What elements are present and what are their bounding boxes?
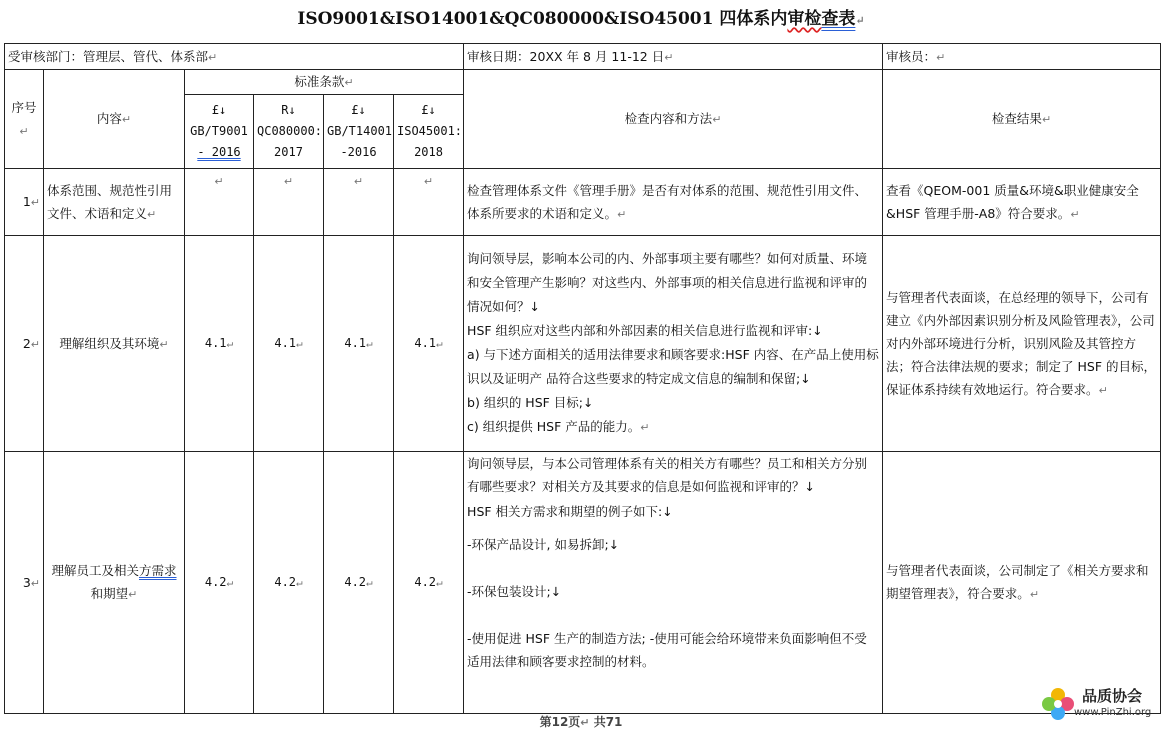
std-gbt9001-header: £↓ GB/T9001 - 2016	[185, 95, 254, 169]
method-cell: 询问领导层，与本公司管理体系有关的相关方有哪些？员工和相关方分别有哪些要求？对相关方及其要求的信息是如何监视和评审的？↓ HSF 相关方需求和期望的例子如下:↓ -环保产品设计, 如易拆卸;↓ -环保包装设计;↓ -使用促进 HSF 生产的制造方法; -使用可能会给环境带来负面影响但不受适用法律和顾客要求控制的材料。	[464, 452, 883, 714]
clause-cell: 4.2↵	[254, 452, 324, 714]
audit-checklist-table	[4, 43, 1161, 714]
audited-dept-cell: 受审核部门：管理层、管代、体系部↵	[5, 44, 464, 70]
std-qc080000-header: R↓ QC080000: 2017	[254, 95, 324, 169]
standards-group-header: 标准条款↵	[185, 70, 464, 95]
method-header: 检查内容和方法↵	[464, 70, 883, 169]
clause-cell: 4.2↵	[185, 452, 254, 714]
table-row	[5, 452, 1161, 714]
flower-logo-icon	[1038, 685, 1078, 723]
clause-cell: ↵	[254, 169, 324, 236]
result-cell: 与管理者代表面谈，公司制定了《相关方要求和期望管理表》，符合要求。↵	[883, 452, 1161, 714]
logo-name: 品质协会	[1082, 687, 1143, 705]
std-iso45001-header: £↓ ISO45001: 2018	[394, 95, 464, 169]
page-title: ISO9001&ISO14001&QC080000&ISO45001 四体系内审检查表↵	[297, 9, 865, 29]
result-cell: 查看《QEOM-001 质量&环境&职业健康安全&HSF 管理手册-A8》符合要求。↵	[883, 169, 1161, 236]
title-part2: 审检	[787, 9, 822, 29]
method-cell: 询问领导层，影响本公司的内、外部事项主要有哪些？如何对质量、环境和安全管理产生影响？对这些内、外部事项的相关信息进行监视和评审的情况如何？↓ HSF 组织应对这些内部和外部因素的相关信息进行监视和评审:↓ a) 与下述方面相关的适用法律要求和顾客要求:HSF 内容、在产品上使用标识以及证明产 品符合这些要求的特定成文信息的编制和保留;↓ b) 组织的 HSF 目标;↓ c) 组织提供 HSF 产品的能力。↵	[464, 236, 883, 452]
clause-cell: ↵	[185, 169, 254, 236]
page-number: 第12页	[539, 715, 581, 729]
row-seq: 2↵	[5, 236, 44, 452]
auditor-cell: 审核员：↵	[883, 44, 1161, 70]
title-part1: ISO9001&ISO14001&QC080000&ISO45001 四体系内	[297, 9, 788, 29]
title-part3: 查表	[821, 9, 856, 29]
clause-cell: 4.1↵	[394, 236, 464, 452]
table-row	[5, 236, 1161, 452]
site-logo	[1038, 685, 1158, 725]
row-content: 理解组织及其环境↵	[44, 236, 185, 452]
content-header: 内容↵	[44, 70, 185, 169]
result-cell: 与管理者代表面谈，在总经理的领导下，公司有建立《内外部因素识别分析及风险管理表》，公司对内外部环境进行分析，识别风险及其管控方法；符合法律法规的要求；制定了 HSF 的目标，保证体系持续有效地运行。符合要求。↵	[883, 236, 1161, 452]
clause-cell: ↵	[324, 169, 394, 236]
logo-url: www.PinZhi.org	[1074, 707, 1152, 718]
audit-date-cell: 审核日期：20XX 年 8 月 11-12 日↵	[464, 44, 883, 70]
clause-cell: ↵	[394, 169, 464, 236]
result-header: 检查结果↵	[883, 70, 1161, 169]
clause-cell: 4.1↵	[254, 236, 324, 452]
row-seq: 1↵	[5, 169, 44, 236]
table-row	[5, 169, 1161, 236]
clause-cell: 4.1↵	[185, 236, 254, 452]
seq-header: 序号↵	[5, 70, 44, 169]
row-content: 理解员工及相关方需求和期望↵	[44, 452, 185, 714]
clause-cell: 4.1↵	[324, 236, 394, 452]
row-seq: 3↵	[5, 452, 44, 714]
clause-cell: 4.2↵	[324, 452, 394, 714]
row-content: 体系范围、规范性引用文件、术语和定义↵	[44, 169, 185, 236]
page-total: 共71	[593, 715, 623, 729]
page-footer: 第12页↵ 共71	[539, 715, 623, 729]
method-cell: 检查管理体系文件《管理手册》是否有对体系的范围、规范性引用文件、体系所要求的术语和定义。↵	[464, 169, 883, 236]
std-gbt14001-header: £↓ GB/T14001 -2016	[324, 95, 394, 169]
clause-cell: 4.2↵	[394, 452, 464, 714]
